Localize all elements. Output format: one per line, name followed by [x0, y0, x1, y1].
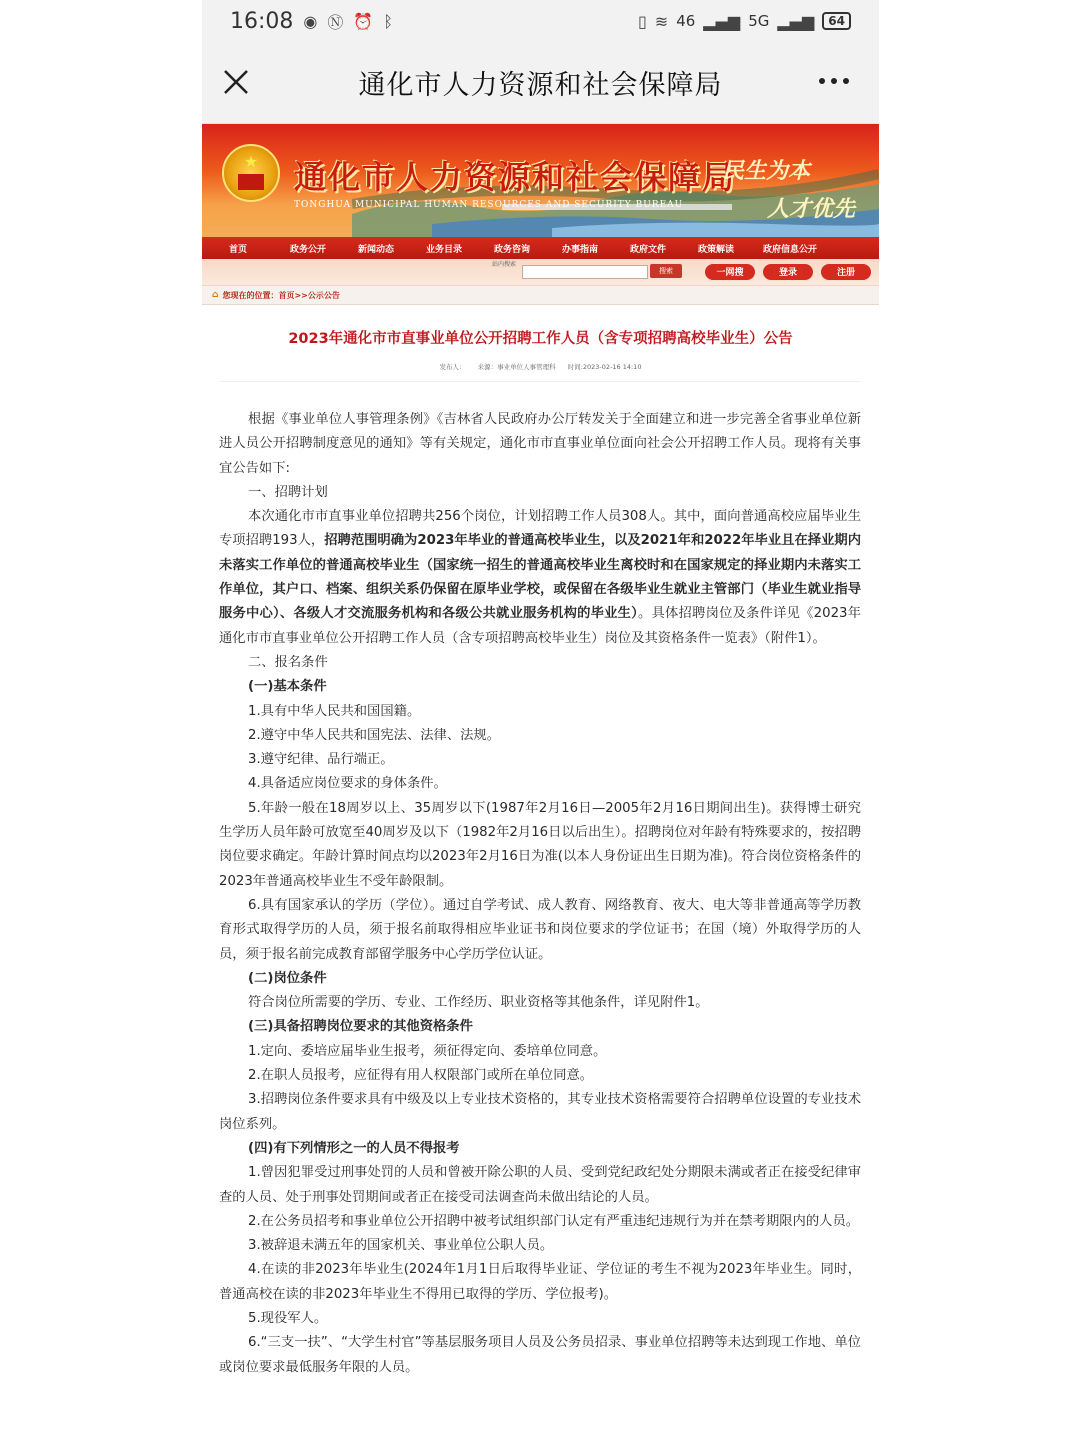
site-name-en: TONGHUA MUNICIPAL HUMAN RESOURCES AND SECURITY BUREAU	[294, 200, 684, 210]
app-title-bar	[202, 42, 879, 124]
page-title: 通化市人力资源和社会保障局	[358, 70, 723, 101]
meta-time: 时间:2023-02-16 14:10	[567, 363, 642, 371]
nav-policy[interactable]: 政策解读	[697, 244, 734, 255]
condition-1: 1.具有中华人民共和国国籍。	[248, 703, 421, 719]
yiwang-search-button[interactable]: 一网搜	[704, 263, 756, 281]
breadcrumb-path[interactable]: 首页>>公示公告	[278, 290, 340, 300]
condition-2: 2.遵守中华人民共和国宪法、法律、法规。	[248, 727, 501, 743]
nav-documents[interactable]: 政府文件	[629, 244, 666, 255]
divider	[220, 381, 861, 382]
article-body	[219, 408, 861, 1380]
register-button[interactable]: 注册	[820, 263, 872, 281]
paragraph-plan	[219, 505, 861, 651]
paragraph-post: 符合岗位所需要的学历、专业、工作经历、职业资格等其他条件，详见附件1。	[248, 995, 709, 1011]
site-banner	[202, 124, 879, 259]
nav-news[interactable]: 新闻动态	[357, 244, 394, 255]
excluded-5: 5.现役军人。	[248, 1310, 328, 1326]
paragraph-intro: 根据《事业单位人事管理条例》《吉林省人民政府办公厅转发关于全面建立和进一步完善全省事业单位新进人员公开招聘制度意见的通知》等有关规定，通化市市直事业单位面向社会公开招聘工作人员。现将有关事宜公告如下:	[219, 412, 861, 476]
meta-publisher: 发布人：	[439, 363, 466, 371]
article-title: 2023年通化市市直事业单位公开招聘工作人员（含专项招聘高校毕业生）公告	[288, 331, 793, 347]
nav-service-list[interactable]: 业务目录	[425, 244, 462, 255]
nfc-icon: Ⓝ	[327, 12, 344, 32]
heading-excluded: (四)有下列情形之一的人员不得报考	[248, 1140, 460, 1156]
nav-consult[interactable]: 政务咨询	[493, 244, 530, 255]
article-meta	[202, 362, 879, 371]
other-1: 1.定向、委培应届毕业生报考，须征得定向、委培单位同意。	[248, 1043, 607, 1059]
excluded-6: 6.“三支一扶”、“大学生村官”等基层服务项目人员及公务员招录、事业单位招聘等未达到现工作地、单位或岗位要求最低服务年限的人员。	[219, 1335, 861, 1375]
paragraph-plan-b: 招聘范围明确为2023年毕业的普通高校毕业生，以及2021年和2022年毕业且在择业期内未落实工作单位的普通高校毕业生（国家统一招生的普通高校毕业生离校时和在国家规定的择业期内未落实工作单位，其户口、档案、组织关系仍保留在原毕业学校，或保留在各级毕业生就业主管部门（毕业生就业指导服务中心）、各级人才交流服务机构和各级公共就业服务机构的毕业生）	[219, 533, 861, 622]
nav-gov-open[interactable]: 政务公开	[289, 244, 326, 255]
heading-post: (二)岗位条件	[248, 970, 327, 986]
status-bar	[202, 0, 879, 42]
site-name: 通化市人力资源和社会保障局	[294, 158, 737, 196]
login-button[interactable]: 登录	[762, 263, 814, 281]
search-label: 站内搜索	[492, 261, 517, 268]
search-input[interactable]	[522, 265, 648, 279]
meta-source: 来源：事业单位人事管理科	[477, 363, 556, 371]
excluded-3: 3.被辞退未满五年的国家机关、事业单位公职人员。	[248, 1238, 554, 1254]
slogan-2: 人才优先	[767, 196, 856, 222]
eye-icon: ◉	[303, 11, 318, 31]
site-nav	[202, 237, 879, 259]
excluded-1: 1.曾因犯罪受过刑事处罚的人员和曾被开除公职的人员、受到党纪政纪处分期限未满或者正在接受纪律审查的人员、处于刑事处罚期间或者正在接受司法调查尚未做出结论的人员。	[219, 1165, 861, 1205]
battery-icon: 64	[822, 12, 851, 30]
condition-3: 3.遵守纪律、品行端正。	[248, 752, 394, 768]
other-3: 3.招聘岗位条件要求具有中级及以上专业技术资格的，其专业技术资格需要符合招聘单位设置的专业技术岗位系列。	[219, 1092, 861, 1132]
phone-screen	[202, 0, 879, 1439]
search-bar	[202, 259, 879, 285]
vibrate-icon: ▯	[637, 11, 647, 31]
excluded-4: 4.在读的非2023年毕业生(2024年1月1日后取得毕业证、学位证的考生不视为2023年毕业生。同时，普通高校在读的非2023年毕业生不得用已取得的学历、学位报考)。	[219, 1262, 861, 1302]
other-2: 2.在职人员报考，应征得有用人权限部门或所在单位同意。	[248, 1068, 594, 1084]
bluetooth-icon: ᛒ	[383, 11, 393, 31]
national-emblem-icon: ★	[222, 144, 280, 202]
heading-conditions: 二、报名条件	[248, 654, 328, 670]
paragraph-plan-c: 。具体招聘岗位及条件详见《2023年通化市市直事业单位公开招聘工作人员（含专项招聘高校毕业生）岗位及其资格条件一览表》（附件1）。	[219, 606, 861, 646]
condition-6: 6.具有国家承认的学历（学位）。通过自学考试、成人教育、网络教育、夜大、电大等非普通高等学历教育形式取得学历的人员，须于报名前取得相应毕业证书和岗位要求的学位证书；在国（境）外取得学历的人员，须于报名前完成教育部留学服务中心学历学位认证。	[219, 897, 861, 962]
paragraph-plan-a: 本次通化市市直事业单位招聘共256个岗位，计划招聘工作人员308人。其中，面向普通高校应届毕业生专项招聘193人，	[219, 509, 861, 549]
home-icon: ⌂	[212, 290, 219, 300]
heading-other: (三)具备招聘岗位要求的其他资格条件	[248, 1019, 473, 1035]
excluded-2: 2.在公务员招考和事业单位公开招聘中被考试组织部门认定有严重违纪违规行为并在禁考期限内的人员。	[248, 1213, 860, 1229]
more-options-icon[interactable]	[819, 78, 849, 84]
heading-basic: (一)基本条件	[248, 679, 327, 695]
nav-info-open[interactable]: 政府信息公开	[762, 244, 817, 255]
clock: 16:08	[230, 8, 294, 34]
nav-home[interactable]: 首页	[228, 244, 247, 255]
slogan-1: 民生为本	[722, 158, 811, 184]
search-button[interactable]: 搜索	[650, 264, 682, 278]
nav-guide[interactable]: 办事指南	[561, 244, 598, 255]
breadcrumb-prefix: 您现在的位置：	[222, 290, 279, 300]
heading-plan: 一、招聘计划	[248, 484, 328, 500]
condition-5: 5.年龄一般在18周岁以上、35周岁以下(1987年2月16日—2005年2月16日期间出生)。获得博士研究生学历人员年龄可放宽至40周岁及以下（1982年2月16日以后出生）。招聘岗位对年龄有特殊要求的，按招聘岗位要求确定。年龄计算时间点均以2023年2月16日为准(以本人身份证出生日期为准)。符合岗位资格条件的2023年普通高校毕业生不受年龄限制。	[219, 800, 861, 889]
signal-icon: ▂▄▆	[703, 11, 741, 31]
signal-icon-2: ▂▄▆	[777, 11, 815, 31]
network-label-1: 46	[676, 12, 696, 30]
condition-4: 4.具备适应岗位要求的身体条件。	[248, 776, 447, 792]
close-icon[interactable]	[222, 68, 250, 96]
alarm-icon: ⏰	[353, 11, 374, 31]
network-label-2: 5G	[748, 12, 770, 30]
wifi-icon: ≋	[654, 11, 669, 31]
breadcrumb	[202, 285, 879, 305]
